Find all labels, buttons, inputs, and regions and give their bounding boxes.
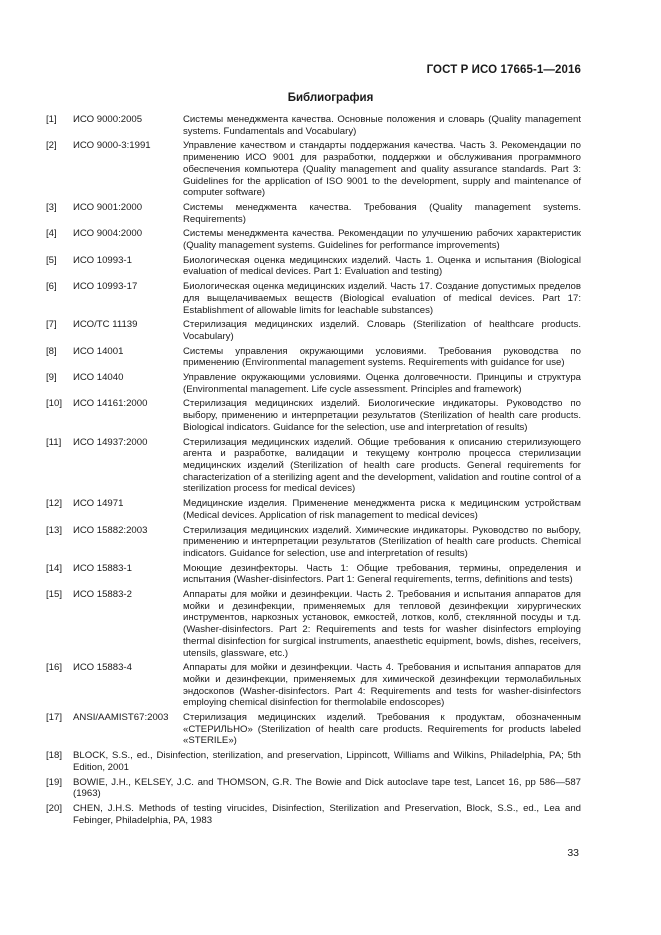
entry-standard-code: ИСО 9000-3:1991	[73, 140, 151, 152]
entry-description: Управление качеством и стандарты поддержания качества. Часть 3. Рекомендации по применению ИСО 9001 для разработки, поддержки и обслуживания программного обеспечения компьютера (Quality management and quality assurance standards. Part 3: Guidelines for the application of ISO 9001 to the development, supply and maintenance of computer software)	[183, 140, 581, 199]
entry-standard-code: ИСО 9000:2005	[73, 114, 143, 125]
entry-number: [10]	[46, 398, 63, 410]
bibliography-entry	[46, 398, 581, 433]
entry-description: Системы управления окружающими условиями. Требования руководства по применению (Environmental management systems. Requirements with guidance for use)	[183, 345, 581, 369]
entry-description: Моющие дезинфекторы. Часть 1: Общие требования, термины, определения и испытания (Washer-disinfectors. Part 1: General requirements, terms, definitions and tests)	[183, 562, 581, 586]
entry-number: [13]	[46, 524, 63, 536]
bibliography-entry	[46, 750, 581, 773]
entry-standard-code: ИСО/ТС 11139	[73, 319, 138, 331]
entry-standard-code: ИСО 9001:2000	[73, 201, 143, 213]
entry-standard-code: ANSI/AAMIST67:2003	[73, 712, 169, 724]
bibliography-entry	[46, 777, 581, 800]
entry-number: [1]	[46, 114, 57, 125]
entry-standard-code: ИСО 14040	[73, 372, 124, 384]
entry-standard-code: ИСО 10993-1	[73, 254, 132, 266]
entry-number: [9]	[46, 372, 57, 384]
entry-standard-code: ИСО 15882:2003	[73, 524, 148, 536]
bibliography-entry	[46, 525, 581, 560]
bibliography-entry	[46, 437, 581, 496]
bibliography-entry	[46, 372, 581, 395]
entry-number: [16]	[46, 662, 63, 674]
entry-standard-code: ИСО 14161:2000	[73, 398, 148, 410]
entry-standard-code: ИСО 14937:2000	[73, 436, 148, 448]
entry-description: Биологическая оценка медицинских изделий. Часть 1. Оценка и испытания (Biological evaluation of medical devices. Part 1: Evaluation and testing)	[183, 254, 581, 278]
entry-description: Биологическая оценка медицинских изделий. Часть 17. Создание допустимых пределов для выщелачиваемых веществ (Biological evaluation of medical devices. Part 17: Establishment of allowable limits for leachable substances)	[183, 281, 581, 316]
entry-number: [15]	[46, 589, 63, 601]
entry-description: Системы менеджмента качества. Основные положения и словарь (Quality management systems. Fundamentals and Vocabulary)	[183, 114, 581, 137]
bibliography-entry	[46, 662, 581, 709]
entry-number: [18]	[46, 750, 63, 762]
entry-number: [14]	[46, 562, 63, 574]
bibliography-entry	[46, 140, 581, 199]
bibliography-entry	[46, 563, 581, 586]
entry-number: [4]	[46, 228, 57, 240]
entry-description: Системы менеджмента качества. Требования (Quality management systems. Requirements)	[183, 201, 581, 225]
bibliography-entry	[46, 319, 581, 342]
entry-description: Аппараты для мойки и дезинфекции. Часть 4. Требования и испытания аппаратов для мойки и дезинфекции, применяемых для химической дезинфекции термолабильных эндоскопов (Washer-disinfectors. Part 4: Requirements and tests for washer-disinfectors employing chemical disinfection for thermolabile endoscopes)	[183, 662, 581, 709]
bibliography-entry	[46, 281, 581, 316]
entry-description: Медицинские изделия. Применение менеджмента риска к медицинским устройствам (Medical devices. Application of risk management to medical devices)	[183, 498, 581, 521]
entry-number: [8]	[46, 345, 57, 357]
bibliography-entry	[46, 255, 581, 278]
entry-number: [2]	[46, 140, 57, 152]
entry-description: CHEN, J.H.S. Methods of testing virucides, Disinfection, Sterilization and Preservation, Block, S.S., ed., Lea and Febinger, Philadelphia, PA, 1983	[73, 802, 581, 826]
bibliography-entry	[46, 589, 581, 659]
entry-description: Стерилизация медицинских изделий. Словарь (Sterilization of healthcare products. Vocabulary)	[183, 319, 581, 342]
entry-description: BLOCK, S.S., ed., Disinfection, sterilization, and preservation, Lippincott, Williams and Wilkins, Philadelphia, PA; 5th Edition, 2001	[73, 750, 581, 773]
entry-number: [5]	[46, 254, 57, 266]
entry-description: Стерилизация медицинских изделий. Химические индикаторы. Руководство по выбору, применению и интерпретации результатов (Sterilization of health care products. Chemical indicators. Guidance for selection, use and interpretation of results)	[183, 524, 581, 559]
entry-number: [19]	[46, 776, 63, 788]
bibliography-list	[46, 114, 581, 829]
bibliography-entry	[46, 228, 581, 251]
entry-number: [7]	[46, 319, 57, 331]
page-number: 33	[567, 847, 579, 859]
entry-standard-code: ИСО 14971	[73, 498, 124, 510]
entry-number: [6]	[46, 281, 57, 293]
entry-description: Стерилизация медицинских изделий. Общие требования к описанию стерилизующего агента и разработке, валидации и текущему контролю процесса стерилизации медицинских изделий (Sterilization of health care products. General requirements for characterization of a sterilizing agent and the development, validation and routine control of a sterilization process for medical devices)	[183, 436, 581, 495]
bibliography-entry	[46, 346, 581, 369]
entry-number: [11]	[46, 436, 62, 448]
bibliography-entry	[46, 202, 581, 225]
entry-number: [17]	[46, 712, 63, 724]
bibliography-entry	[46, 498, 581, 521]
entry-number: [20]	[46, 802, 63, 814]
entry-description: Системы менеджмента качества. Рекомендации по улучшению рабочих характеристик (Quality management systems. Guidelines for performance improvements)	[183, 228, 581, 252]
bibliography-entry	[46, 114, 581, 137]
bibliography-entry	[46, 803, 581, 826]
entry-description: BOWIE, J.H., KELSEY, J.C. and THOMSON, G.R. The Bowie and Dick autoclave tape test, Lancet 16, pp 586—587 (1963)	[73, 776, 581, 800]
entry-standard-code: ИСО 10993-17	[73, 281, 138, 293]
entry-standard-code: ИСО 15883-4	[73, 662, 132, 674]
entry-number: [3]	[46, 201, 57, 213]
bibliography-entry	[46, 712, 581, 747]
entry-number: [12]	[46, 498, 63, 510]
entry-description: Аппараты для мойки и дезинфекции. Часть 2. Требования и испытания аппаратов для мойки и дезинфекции, применяемых для тепловой дезинфекции хирургических инструментов, наркозных установок, емкостей, лотков, колб, стеклянной посуды и т.д. (Washer-disinfectors. Part 2: Requirements and tests for washer disinfectors employing thermal disinfection for surgical instruments, anaesthetic equipment, bowls, dishes, receivers, utensils, glassware, etc.)	[183, 589, 581, 659]
entry-standard-code: ИСО 14001	[73, 345, 124, 357]
entry-standard-code: ИСО 15883-1	[73, 562, 132, 574]
entry-standard-code: ИСО 9004:2000	[73, 228, 143, 240]
section-title: Библиография	[287, 92, 374, 104]
entry-standard-code: ИСО 15883-2	[73, 589, 132, 601]
entry-description: Управление окружающими условиями. Оценка долговечности. Принципы и структура (Environmental management. Life cycle assessment. Principles and framework)	[183, 372, 581, 395]
page-header-standard: ГОСТ Р ИСО 17665-1—2016	[426, 64, 581, 76]
entry-description: Стерилизация медицинских изделий. Биологические индикаторы. Руководство по выбору, применению и интерпретации результатов (Sterilization of health care products. Biological indicators. Guidance for the selection, use and interpretation of results)	[183, 398, 581, 433]
entry-description: Стерилизация медицинских изделий. Требования к продуктам, обозначенным «СТЕРИЛЬНО» (Sterilization of health care products. Requirements for products labeled «STERILE»)	[183, 712, 581, 747]
